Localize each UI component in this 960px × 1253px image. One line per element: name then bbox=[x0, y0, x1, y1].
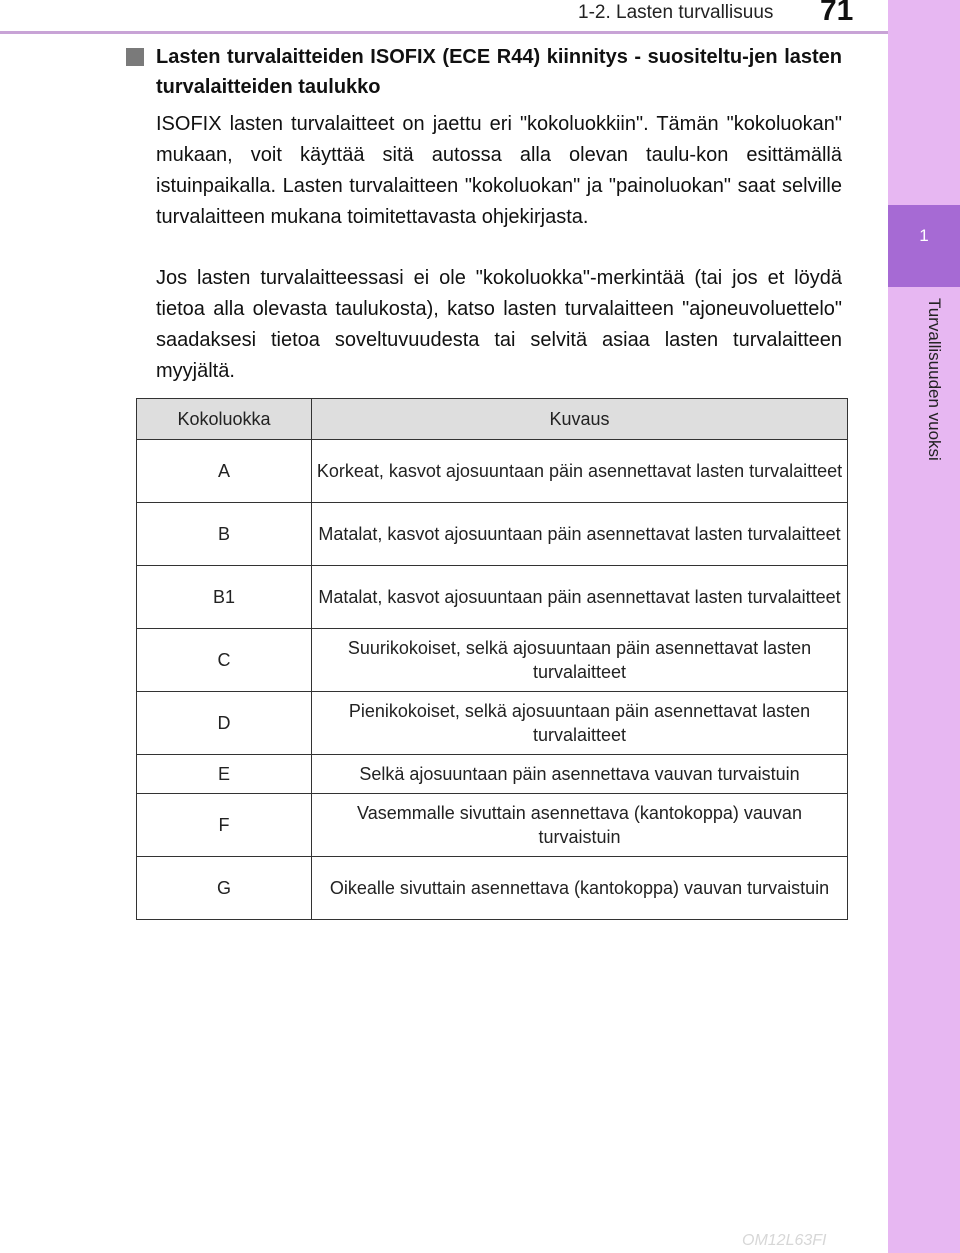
paragraph-1: ISOFIX lasten turvalaitteet on jaettu eri "kokoluokkiin". Tämän "kokoluokan" mukaan, voit käyttää sitä autossa alla olevan taulu-kon esittämällä istuinpaikalla. Lasten turvalaitteen "kokoluokan" ja "painoluokan" saat selville turvalaitteen mukana toimitettavasta ohjekirjasta. bbox=[156, 113, 842, 228]
size-class-cell: D bbox=[137, 692, 312, 755]
size-class-cell: A bbox=[137, 440, 312, 503]
size-class-table bbox=[136, 398, 848, 920]
size-class-cell: F bbox=[137, 794, 312, 857]
table-header-row bbox=[137, 399, 848, 440]
table-row bbox=[137, 440, 848, 503]
section-bullet-icon bbox=[126, 48, 144, 66]
size-class-cell: C bbox=[137, 629, 312, 692]
description-cell: Vasemmalle sivuttain asennettava (kantokoppa) vauvan turvaistuin bbox=[312, 794, 848, 857]
chapter-tab[interactable] bbox=[888, 205, 960, 287]
description-cell: Oikealle sivuttain asennettava (kantokoppa) vauvan turvaistuin bbox=[312, 857, 848, 920]
side-tab-background bbox=[888, 0, 960, 205]
section-title: 1-2. Lasten turvallisuus bbox=[578, 2, 774, 23]
description-cell: Korkeat, kasvot ajosuuntaan päin asennettavat lasten turvalaitteet bbox=[312, 440, 848, 503]
section-heading: Lasten turvalaitteiden ISOFIX (ECE R44) kiinnitys - suositeltu-jen lasten turvalaitteiden taulukko bbox=[156, 46, 842, 98]
column-header-description: Kuvaus bbox=[312, 399, 848, 440]
table-row bbox=[137, 794, 848, 857]
size-class-cell: G bbox=[137, 857, 312, 920]
watermark: OM12L63FI bbox=[742, 1232, 827, 1249]
table-row bbox=[137, 503, 848, 566]
table-row bbox=[137, 755, 848, 794]
chapter-label: Turvallisuuden vuoksi bbox=[925, 298, 944, 461]
size-class-cell: E bbox=[137, 755, 312, 794]
description-cell: Pienikokoiset, selkä ajosuuntaan päin asennettavat lasten turvalaitteet bbox=[312, 692, 848, 755]
description-cell: Matalat, kasvot ajosuuntaan päin asennettavat lasten turvalaitteet bbox=[312, 566, 848, 629]
size-class-cell: B1 bbox=[137, 566, 312, 629]
description-cell: Selkä ajosuuntaan päin asennettava vauvan turvaistuin bbox=[312, 755, 848, 794]
size-class-cell: B bbox=[137, 503, 312, 566]
chapter-number: 1 bbox=[919, 226, 929, 245]
table-row bbox=[137, 857, 848, 920]
table-row bbox=[137, 629, 848, 692]
description-cell: Matalat, kasvot ajosuuntaan päin asennettavat lasten turvalaitteet bbox=[312, 503, 848, 566]
paragraph-2: Jos lasten turvalaitteessasi ei ole "kokoluokka"-merkintää (tai jos et löydä tietoa alla olevasta taulukosta), katso lasten turvalaitteen "ajoneuvoluettelo" saadaksesi tietoa soveltuvuudesta tai selvitä asiaa lasten turvalaitteen myyjältä. bbox=[156, 267, 842, 382]
page-number: 71 bbox=[820, 0, 854, 27]
description-cell: Suurikokoiset, selkä ajosuuntaan päin asennettavat lasten turvalaitteet bbox=[312, 629, 848, 692]
table-row bbox=[137, 692, 848, 755]
header-rule bbox=[0, 31, 888, 34]
column-header-size-class: Kokoluokka bbox=[137, 399, 312, 440]
table-row bbox=[137, 566, 848, 629]
